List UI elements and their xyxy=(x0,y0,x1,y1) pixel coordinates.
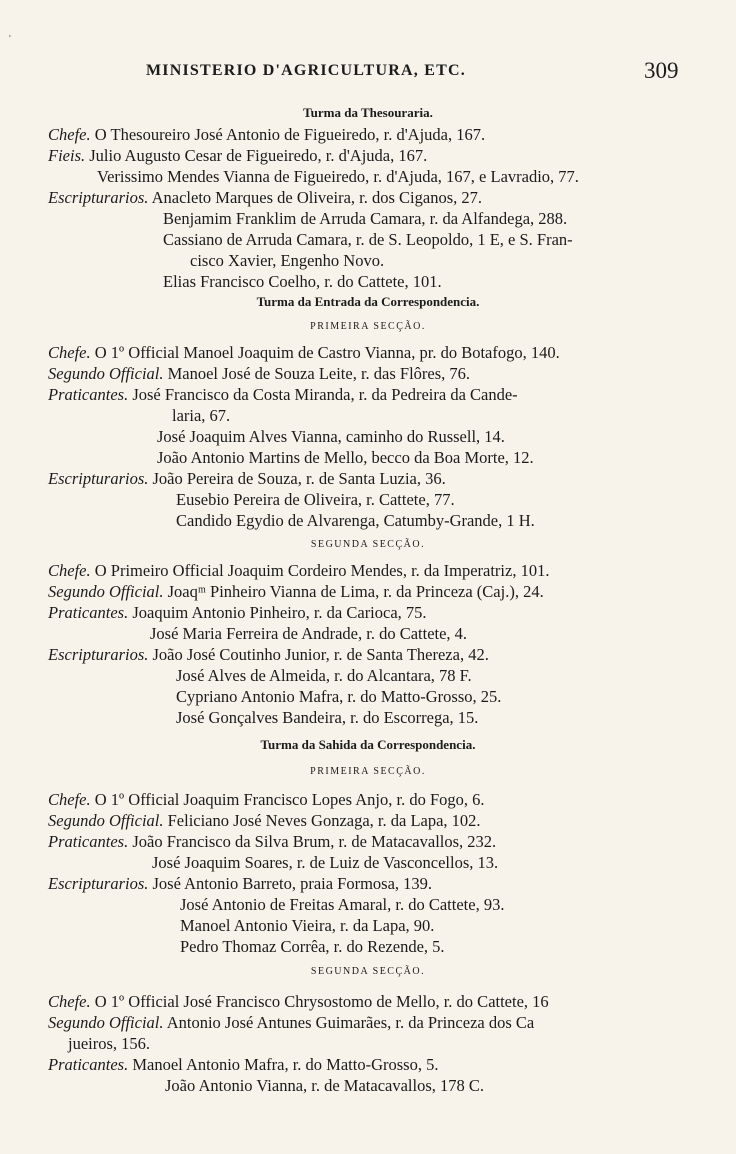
entry-line: laria, 67. xyxy=(172,406,231,425)
entry-line: Elias Francisco Coelho, r. do Cattete, 101. xyxy=(163,272,442,291)
entry-line xyxy=(48,188,482,208)
subsection-title: PRIMEIRA SECÇÃO. xyxy=(310,321,426,332)
entry-line xyxy=(48,992,549,1012)
entry-text: Joaquim Antonio Pinheiro, r. da Carioca, 75. xyxy=(128,603,427,622)
section-title-entrada: Turma da Entrada da Correspondencia. xyxy=(256,294,480,309)
role-label: Escripturarios. xyxy=(48,188,149,207)
entry-text: O 1º Official Joaquim Francisco Lopes Anjo, r. do Fogo, 6. xyxy=(90,790,485,809)
page-number: 309 xyxy=(644,58,679,83)
entry-line: cisco Xavier, Engenho Novo. xyxy=(190,251,385,270)
entry-line xyxy=(48,790,485,810)
entry-line xyxy=(48,582,544,602)
entry-line xyxy=(48,364,470,384)
role-label: Praticantes. xyxy=(48,1055,129,1074)
entry-line: José Joaquim Alves Vianna, caminho do Russell, 14. xyxy=(157,427,505,446)
entry-text: Anacleto Marques de Oliveira, r. dos Ciganos, 27. xyxy=(148,188,482,207)
entry-text: José Francisco da Costa Miranda, r. da Pedreira da Cande- xyxy=(128,385,518,404)
entry-line: jueiros, 156. xyxy=(68,1034,151,1053)
entry-line: José Maria Ferreira de Andrade, r. do Cattete, 4. xyxy=(150,624,468,643)
entry-line xyxy=(48,146,427,166)
entry-line: João Antonio Martins de Mello, becco da Boa Morte, 12. xyxy=(157,448,534,467)
entry-line: Cassiano de Arruda Camara, r. de S. Leopoldo, 1 E, e S. Fran- xyxy=(163,230,573,249)
entry-line xyxy=(48,874,432,894)
entry-line: João Antonio Vianna, r. de Matacavallos, 178 C. xyxy=(165,1076,485,1095)
entry-line: Manoel Antonio Vieira, r. da Lapa, 90. xyxy=(180,916,435,935)
entry-text: O Thesoureiro José Antonio de Figueiredo, r. d'Ajuda, 167. xyxy=(90,125,486,144)
entry-line xyxy=(48,811,481,831)
role-label: Chefe. xyxy=(48,125,91,144)
entry-line: José Joaquim Soares, r. de Luiz de Vasconcellos, 13. xyxy=(152,853,499,872)
entry-line xyxy=(48,561,549,581)
entry-line: Benjamim Franklim de Arruda Camara, r. da Alfandega, 288. xyxy=(163,209,568,228)
role-label: Segundo Official. xyxy=(48,364,164,383)
section-title-sahida: Turma da Sahida da Correspondencia. xyxy=(260,737,476,752)
role-label: Chefe. xyxy=(48,561,91,580)
role-label: Praticantes. xyxy=(48,603,129,622)
entry-text: João Pereira de Souza, r. de Santa Luzia, 36. xyxy=(148,469,446,488)
entry-text: Manoel José de Souza Leite, r. das Flôres, 76. xyxy=(163,364,471,383)
role-label: Chefe. xyxy=(48,992,91,1011)
subsection-title: PRIMEIRA SECÇÃO. xyxy=(310,766,426,777)
stray-mark: ' xyxy=(9,34,11,45)
entry-line xyxy=(48,832,496,852)
entry-text: João Francisco da Silva Brum, r. de Matacavallos, 232. xyxy=(128,832,497,851)
subsection-title: SEGUNDA SECÇÃO. xyxy=(310,966,426,977)
role-label: Segundo Official. xyxy=(48,811,164,830)
entry-line xyxy=(48,469,446,489)
entry-text: Julio Augusto Cesar de Figueiredo, r. d'Ajuda, 167. xyxy=(85,146,428,165)
role-label: Fieis. xyxy=(48,146,86,165)
entry-text: José Antonio Barreto, praia Formosa, 139. xyxy=(148,874,433,893)
entry-text: Joaqᵐ Pinheiro Vianna de Lima, r. da Princeza (Caj.), 24. xyxy=(163,582,544,601)
entry-line: Verissimo Mendes Vianna de Figueiredo, r. d'Ajuda, 167, e Lavradio, 77. xyxy=(97,167,579,186)
entry-line: Pedro Thomaz Corrêa, r. do Rezende, 5. xyxy=(180,937,445,956)
entry-line xyxy=(48,343,560,363)
role-label: Segundo Official. xyxy=(48,1013,164,1032)
entry-line xyxy=(48,385,518,405)
entry-line xyxy=(48,125,485,145)
role-label: Escripturarios. xyxy=(48,645,149,664)
role-label: Chefe. xyxy=(48,790,91,809)
entry-line xyxy=(48,1055,438,1075)
entry-text: Antonio José Antunes Guimarães, r. da Princeza dos Ca xyxy=(163,1013,535,1032)
role-label: Escripturarios. xyxy=(48,874,149,893)
entry-text: O 1º Official Manoel Joaquim de Castro Vianna, pr. do Botafogo, 140. xyxy=(90,343,560,362)
entry-text: Manoel Antonio Mafra, r. do Matto-Grosso, 5. xyxy=(128,1055,439,1074)
page-header xyxy=(0,58,736,88)
entry-line: José Gonçalves Bandeira, r. do Escorrega, 15. xyxy=(176,708,479,727)
entry-line: José Alves de Almeida, r. do Alcantara, 78 F. xyxy=(176,666,472,685)
role-label: Escripturarios. xyxy=(48,469,149,488)
entry-line: Eusebio Pereira de Oliveira, r. Cattete, 77. xyxy=(176,490,455,509)
subsection-title: SEGUNDA SECÇÃO. xyxy=(310,539,426,550)
entry-line: Candido Egydio de Alvarenga, Catumby-Grande, 1 H. xyxy=(176,511,535,530)
role-label: Segundo Official. xyxy=(48,582,164,601)
role-label: Praticantes. xyxy=(48,832,129,851)
entry-line: Cypriano Antonio Mafra, r. do Matto-Grosso, 25. xyxy=(176,687,502,706)
entry-line: José Antonio de Freitas Amaral, r. do Cattete, 93. xyxy=(180,895,505,914)
role-label: Chefe. xyxy=(48,343,91,362)
entry-text: Feliciano José Neves Gonzaga, r. da Lapa, 102. xyxy=(163,811,481,830)
entry-line xyxy=(48,1013,534,1033)
entry-text: O Primeiro Official Joaquim Cordeiro Mendes, r. da Imperatriz, 101. xyxy=(90,561,550,580)
section-title-thesouraria: Turma da Thesouraria. xyxy=(303,105,433,120)
entry-line xyxy=(48,603,427,623)
role-label: Praticantes. xyxy=(48,385,129,404)
running-title: MINISTERIO D'AGRICULTURA, ETC. xyxy=(146,62,466,79)
entry-line xyxy=(48,645,489,665)
entry-text: João José Coutinho Junior, r. de Santa Thereza, 42. xyxy=(148,645,489,664)
entry-text: O 1º Official José Francisco Chrysostomo de Mello, r. do Cattete, 16 xyxy=(90,992,549,1011)
